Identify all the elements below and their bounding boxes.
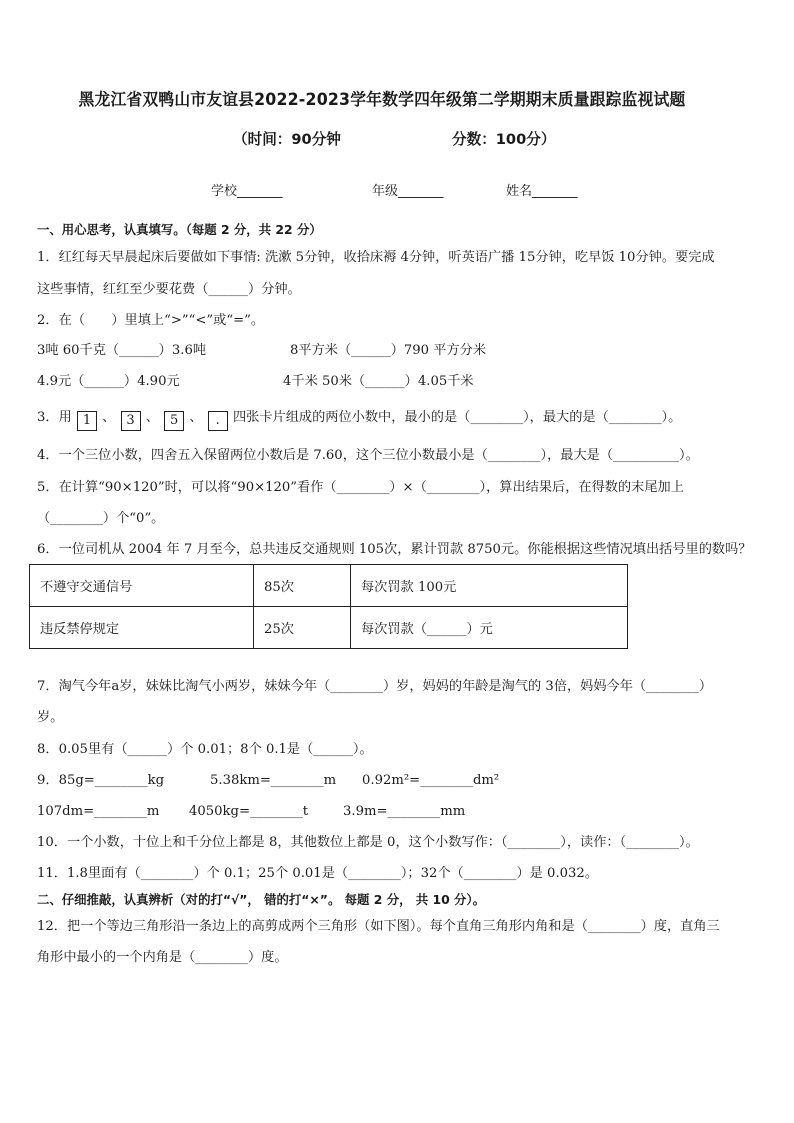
table-cell: 违反禁停规定 — [30, 607, 254, 649]
question-2-c: 4.9元（______）4.90元 — [37, 374, 180, 389]
question-5-line-2: （________）个“0”。 — [37, 511, 165, 526]
question-2-heading: 2．在（ ）里填上“>”“<”或“=”。 — [37, 313, 265, 328]
table-cell: 每次罚款（______）元 — [351, 607, 628, 649]
name-field: 姓名_______ — [506, 184, 578, 199]
school-field: 学校_______ — [211, 184, 283, 199]
separator: 、 — [145, 410, 159, 425]
question-5-line-1: 5．在计算“90×120”时，可以将“90×120”看作（________）×（________），算出结果后，在得数的末尾加上 — [37, 480, 684, 495]
exam-time: （时间：90分钟 — [233, 131, 341, 148]
question-2-b: 8平方米（______）790 平方分米 — [290, 343, 487, 358]
separator: 、 — [102, 410, 116, 425]
fine-table — [29, 564, 628, 649]
question-2-d: 4千米 50米（______）4.05千米 — [283, 374, 474, 389]
question-1-line-2: 这些事情，红红至少要花费（______）分钟。 — [37, 282, 301, 297]
question-3-prefix: 3．用 — [37, 410, 72, 425]
separator: 、 — [189, 410, 203, 425]
digit-card-3: 3 — [121, 411, 141, 431]
question-9-f: 3.9m=________mm — [343, 804, 466, 819]
question-7-line-2: 岁。 — [37, 710, 64, 725]
exam-title: 黑龙江省双鸭山市友谊县2022-2023学年数学四年级第二学期期末质量跟踪监视试题 — [78, 90, 686, 109]
section-1-heading: 一、用心思考，认真填写。（每题 2 分，共 22 分） — [37, 222, 322, 237]
digit-card-5: 5 — [164, 411, 184, 431]
question-9-d: 107dm=________m — [37, 804, 160, 819]
question-6: 6．一位司机从 2004 年 7 月至今，总共违反交通规则 105次，累计罚款 8750元。你能根据这些情况填出括号里的数吗？ — [37, 542, 752, 557]
table-row — [30, 565, 628, 607]
question-4: 4．一个三位小数，四舍五入保留两位小数后是 7.60，这个三位小数最小是（________），最大是（__________）。 — [37, 448, 699, 463]
question-9-b: 5.38km=________m — [210, 773, 337, 788]
question-11: 11．1.8里面有（________）个 0.1；25个 0.01是（________）；32个（________）是 0.032。 — [37, 866, 599, 881]
question-1-line-1: 1．红红每天早晨起床后要做如下事情: 洗漱 5分钟，收拾床褥 4分钟，听英语广播 15分钟，吃早饭 10分钟。要完成 — [37, 250, 715, 265]
question-10: 10．一个小数，十位上和千分位上都是 8，其他数位上都是 0，这个小数写作：（________），读作：（________）。 — [37, 835, 699, 850]
question-12-line-2: 角形中最小的一个内角是（________）度。 — [37, 950, 288, 965]
digit-card-1: 1 — [77, 411, 97, 431]
question-12-line-1: 12．把一个等边三角形沿一条边上的高剪成两个三角形（如下图）。每个直角三角形内角和是（________）度，直角三 — [37, 919, 720, 934]
table-cell: 不遵守交通信号 — [30, 565, 254, 607]
grade-field: 年级_______ — [372, 184, 444, 199]
section-2-heading: 二、仔细推敲，认真辨析（对的打“√”， 错的打“×”。 每题 2 分， 共 10 分）。 — [37, 892, 486, 907]
question-9-a: 9．85g=________kg — [37, 773, 165, 788]
question-2-a: 3吨 60千克（______）3.6吨 — [37, 343, 207, 358]
question-9-c: 0.92m²=________dm² — [362, 773, 500, 788]
table-cell: 每次罚款 100元 — [351, 565, 628, 607]
table-row — [30, 607, 628, 649]
question-7-line-1: 7．淘气今年a岁，妹妹比淘气小两岁，妹妹今年（________）岁，妈妈的年龄是淘气的 3倍，妈妈今年（________） — [37, 679, 713, 694]
table-cell: 25次 — [254, 607, 351, 649]
table-cell: 85次 — [254, 565, 351, 607]
question-3 — [37, 408, 681, 431]
question-3-suffix: 四张卡片组成的两位小数中，最小的是（________），最大的是（________）。 — [232, 410, 682, 425]
question-9-e: 4050kg=________t — [189, 804, 309, 819]
decimal-point-card: . — [208, 411, 228, 431]
question-8: 8．0.05里有（______）个 0.01；8个 0.1是（______）。 — [37, 742, 373, 757]
exam-score: 分数：100分） — [452, 131, 556, 148]
